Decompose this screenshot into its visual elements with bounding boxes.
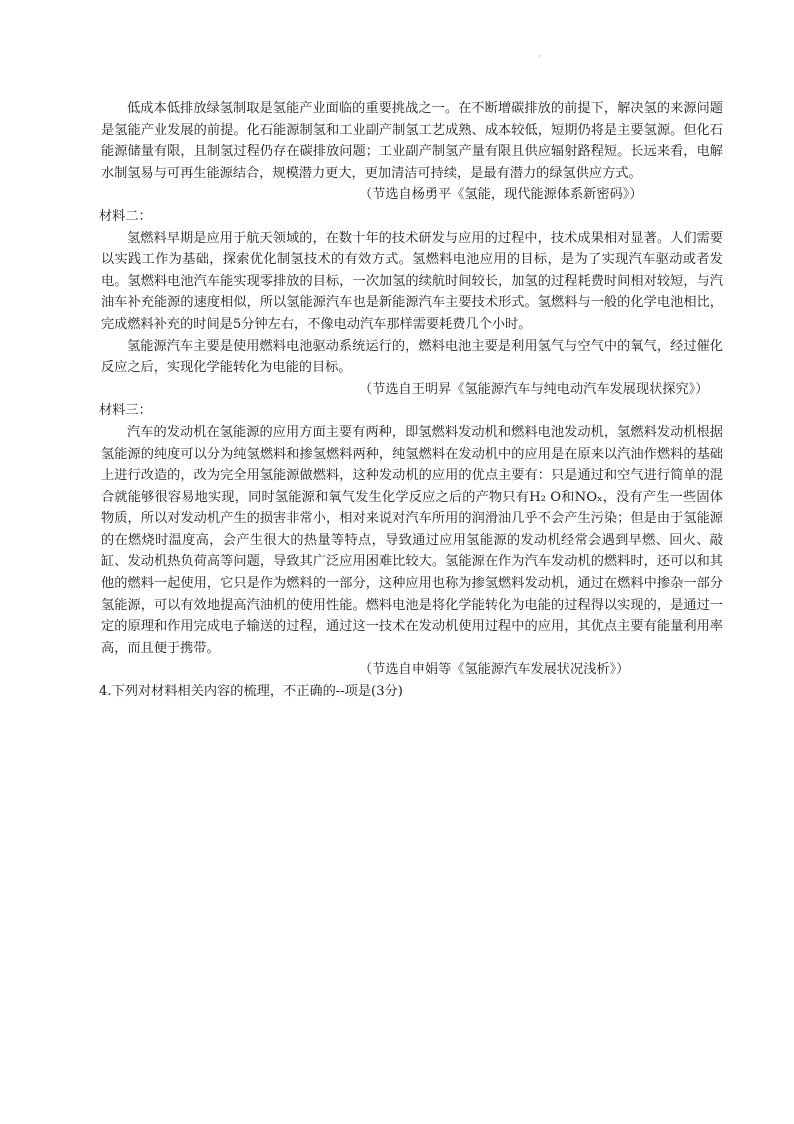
material2-heading: 材料二： bbox=[99, 208, 152, 224]
material3-paragraph: 汽车的发动机在氢能源的应用方面主要有两种，即氢燃料发动机和燃料电池发动机，氢燃料发动机根据氢能源的纯度可以分为纯氢燃料和掺氢燃料两种，纯氢燃料在发动机中的应用是在原来以汽油作燃料的基础上进行改造的，改为完全用氢能源做燃料，这种发动机的应用的优点主要有：只是通过和空气进行简单的混合就能够很容易地实现，同时氢能源和氧气发生化学反应之后的产物只有H₂ O和NOₓ，没有产生一些固体物质，所以对发动机产生的损害非常小，相对来说对汽车所用的润滑油几乎不会产生污染；但是由于氢能源的在燃烧时温度高，会产生很大的热量等特点，导致通过应用氢能源的发动机经常会遇到早燃、回火、敲缸、发动机热负荷高等问题，导致其广泛应用困难比较大。氢能源在作为汽车发动机的燃料时，还可以和其他的燃料一起使用，它只是作为燃料的一部分，这种应用也称为掺氢燃料发动机，通过在燃料中掺杂一部分氢能源，可以有效地提高汽油机的使用性能。燃料电池是将化学能转化为电能的过程得以实现的，是通过一定的原理和作用完成电子输送的过程，通过这一技术在发动机使用过程中的应用，其优点主要有能量利用率高，而且便于携带。 bbox=[101, 424, 723, 656]
material1-source: （节选自杨勇平《氢能，现代能源体系新密码》） bbox=[359, 187, 643, 203]
material3-source: （节选自申娟等《氢能源汽车发展状况浅析》） bbox=[359, 662, 630, 678]
material3-heading: 材料三： bbox=[99, 403, 152, 419]
material2-source: （节选自王明昇《氢能源汽车与纯电动汽车发展现状探究》） bbox=[359, 381, 709, 397]
material2-paragraph1: 氢燃料早期是应用于航天领域的，在数十年的技术研发与应用的过程中，技术成果相对显著。人们需要以实践工作为基础，探索优化制氢技术的有效方式。氢燃料电池应用的目标，是为了实现汽车驱动或者发电。氢燃料电池汽车能实现零排放的目标，一次加氢的续航时间较长，加氢的过程耗费时间相对较短，与汽油车补充能源的速度相似，所以氢能源汽车也是新能源汽车主要技术形式。氢燃料与一般的化学电池相比，完成燃料补充的时间是5分钟左右，不像电动汽车那样需要耗费几个小时。 bbox=[101, 230, 723, 332]
material1-paragraph: 低成本低排放绿氢制取是氢能产业面临的重要挑战之一。在不断增碳排放的前提下，解决氢的来源问题是氢能产业发展的前提。化石能源制氢和工业副产制氢工艺成熟、成本较低，短期仍将是主要氢源。但化石能源储量有限，且制氢过程仍存在碳排放问题；工业副产制氢产量有限且供应辐射路程短。长远来看，电解水制氢易与可再生能源结合，规模潜力更大，更加清洁可持续，是最有潜力的绿氢供应方式。 bbox=[101, 101, 723, 181]
page-mark: ' bbox=[538, 54, 541, 63]
reading-materials bbox=[101, 98, 723, 703]
question-4: 4.下列对材料相关内容的梳理，不正确的--项是(3分) bbox=[99, 684, 403, 700]
material2-paragraph2: 氢能源汽车主要是使用燃料电池驱动系统运行的，燃料电池主要是利用氢气与空气中的氧气，经过催化反应之后，实现化学能转化为电能的目标。 bbox=[101, 338, 723, 376]
